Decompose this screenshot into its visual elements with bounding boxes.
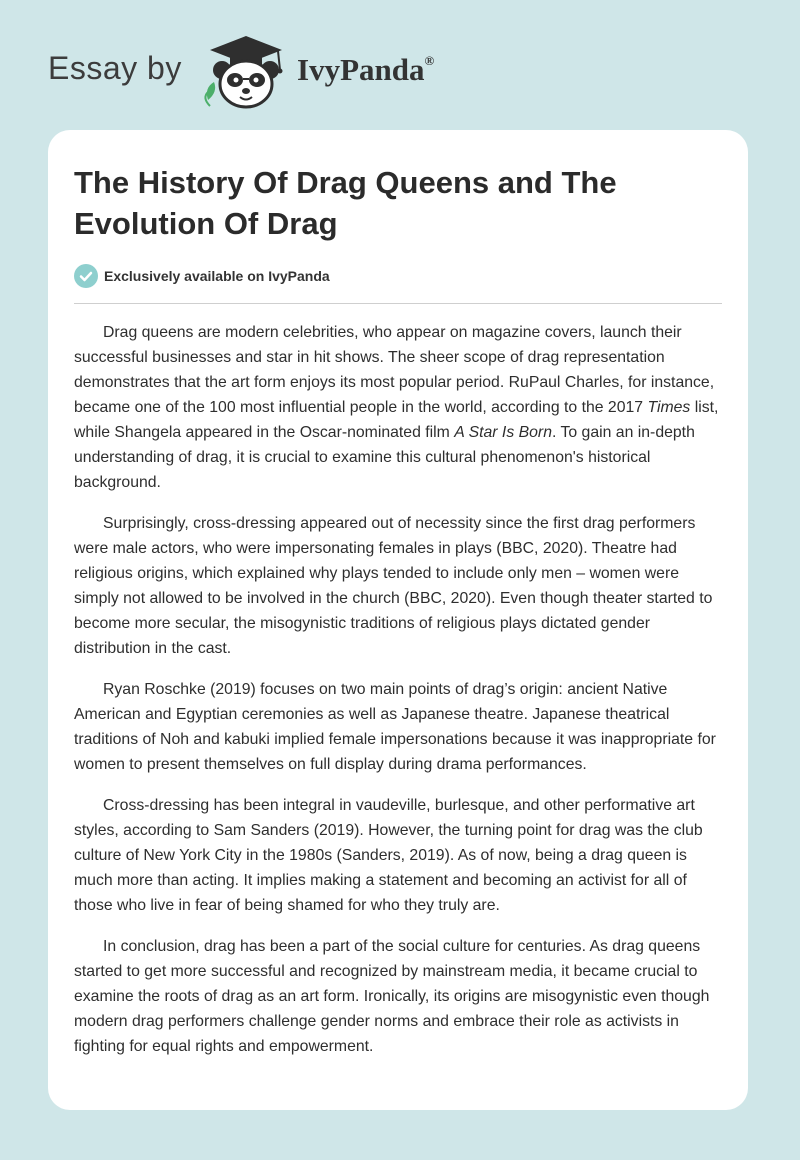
paragraph: Drag queens are modern celebrities, who appear on magazine covers, launch their successful businesses and star in hit shows. The sheer scope of drag representation demonstrates that the art form enjoys its most popular period. RuPaul Charles, for instance, became one of the 100 most influential people in the world, according to the 2017 Times list, while Shangela appeared in the Oscar-nominated film A Star Is Born. To gain an in-depth understanding of drag, it is crucial to examine this cultural phenomenon's historical background. xyxy=(74,324,719,491)
paragraph: Cross-dressing has been integral in vaudeville, burlesque, and other performative art styles, according to Sam Sanders (2019). However, the turning point for drag was the club culture of New York City in the 1980s (Sanders, 2019). As of now, being a drag queen is much more than acting. It implies making a statement and becoming an activist for all of those who live in fear of being shamed for who they truly are. xyxy=(74,797,703,914)
registered-mark: ® xyxy=(424,52,435,68)
divider xyxy=(74,303,722,304)
paragraph: In conclusion, drag has been a part of the social culture for centuries. As drag queens started to get more successful and recognized by mainstream media, it became crucial to examine the roots of drag as an art form. Ironically, its origins are misogynistic even though modern drag performers challenge gender norms and embrace their role as activists in fighting for equal rights and empowerment. xyxy=(74,938,710,1055)
paragraph: Surprisingly, cross-dressing appeared out of necessity since the first drag performers were male actors, who were impersonating females in plays (BBC, 2020). Theatre had religious origins, which explained why plays tended to include only men – women were simply not allowed to be involved in the church (BBC, 2020). Even though theater started to become more secular, the misogynistic traditions of religious plays dictated gender distribution in the cast. xyxy=(74,515,713,657)
film-title: A Star Is Born xyxy=(454,424,552,441)
badge-label: Exclusively available on IvyPanda xyxy=(104,268,330,284)
publication-name: Times xyxy=(647,399,691,416)
panda-graduate-icon[interactable] xyxy=(200,36,292,110)
essay-body xyxy=(74,320,722,1075)
header xyxy=(0,0,800,130)
brand-prefix: Essay by xyxy=(48,50,182,86)
essay-card xyxy=(48,130,748,1110)
exclusive-badge xyxy=(74,263,330,289)
paragraph: Ryan Roschke (2019) focuses on two main points of drag’s origin: ancient Native American and Egyptian ceremonies as well as Japanese theatre. Japanese theatrical traditions of Noh and kabuki implied female impersonations because it was inappropriate for women to present themselves on full display during drama performances. xyxy=(74,681,716,773)
page-title: The History Of Drag Queens and The Evolution Of Drag xyxy=(74,165,617,241)
logo-name[interactable]: IvyPanda® xyxy=(297,52,435,87)
check-icon xyxy=(74,264,98,288)
